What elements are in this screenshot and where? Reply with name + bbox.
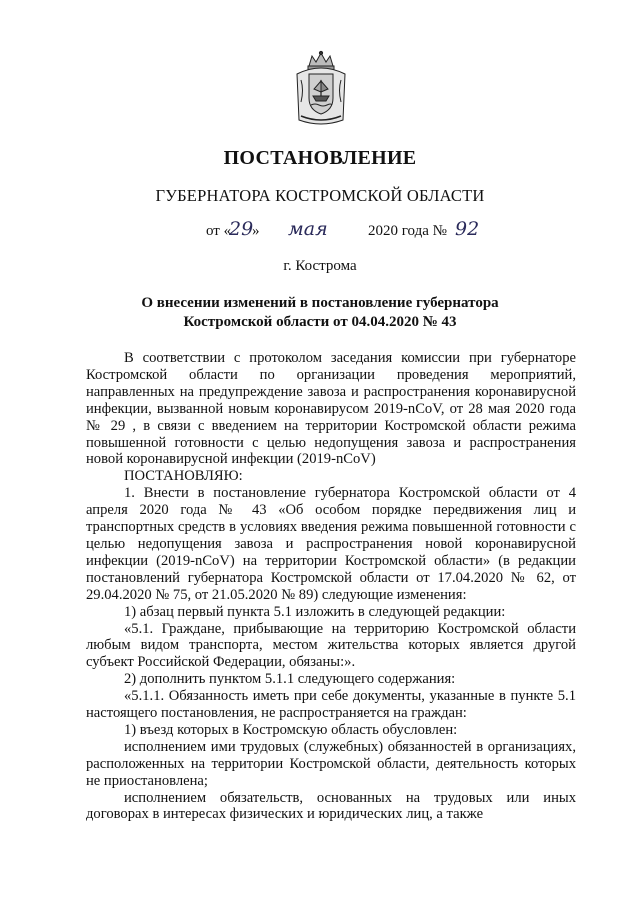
- document-title: ПОСТАНОВЛЕНИЕ: [223, 147, 417, 169]
- date-prefix: от «: [206, 223, 232, 239]
- document-dateline: [0, 220, 640, 250]
- body-paragraph: исполнением ими трудовых (служебных) обязанностей в организациях, расположенных на территории Костромской области, деятельность которых не приостановлена;: [86, 738, 576, 789]
- heading-line-1: О внесении изменений в постановление губернатора: [141, 295, 499, 311]
- body-paragraph: исполнением обязательств, основанных на трудовых или иных договорах в интересах физических и юридических лиц, а также: [86, 789, 576, 823]
- document-city: г. Кострома: [283, 258, 357, 274]
- document-heading: [100, 294, 540, 332]
- date-month-handwritten: мая: [288, 218, 328, 240]
- body-paragraph: В соответствии с протоколом заседания комиссии при губернаторе Костромской области по организации проведения мероприятий, направленных на предупреждение завоза и распространения коронавирусной инфекции, вызванной новым коронавирусом 2019-nCoV, от 28 мая 2020 года № 29 , в связи с введением на территории Костромской области режима повышенной готовности с целью недопущения завоза и распространения новой коронавирусной инфекции (2019-nCoV): [86, 350, 576, 468]
- heading-line-2: Костромской области от 04.04.2020 № 43: [183, 314, 457, 330]
- date-year: 2020 года №: [368, 223, 447, 239]
- body-paragraph: 1) абзац первый пункта 5.1 изложить в следующей редакции:: [124, 603, 506, 620]
- document-subtitle: ГУБЕРНАТОРА КОСТРОМСКОЙ ОБЛАСТИ: [155, 186, 485, 205]
- body-paragraph: 2) дополнить пунктом 5.1.1 следующего содержания:: [124, 671, 456, 688]
- body-paragraph: «5.1.1. Обязанность иметь при себе документы, указанные в пункте 5.1 настоящего постановления, не распространяется на граждан:: [86, 688, 576, 722]
- body-paragraph: ПОСТАНОВЛЯЮ:: [124, 468, 243, 485]
- date-mid: »: [252, 223, 260, 239]
- body-paragraph: «5.1. Граждане, прибывающие на территорию Костромской области любым видом транспорта, местом жительства которых является другой субъект Российской Федерации, обязаны:».: [86, 620, 576, 671]
- body-paragraph: 1. Внести в постановление губернатора Костромской области от 4 апреля 2020 года № 43 «Об особом порядке передвижения лиц и транспортных средств в условиях введения режима повышенной готовности с целью недопущения завоза и распространения новой коронавирусной инфекции (2019-nCoV) на территории Костромской области» (в редакции постановлений губернатора Костромской области от 17.04.2020 № 62, от 29.04.2020 № 75, от 21.05.2020 № 89) следующие изменения:: [86, 485, 576, 603]
- coat-of-arms-icon: [292, 50, 350, 128]
- date-day-handwritten: 29: [229, 218, 254, 240]
- document-body: [86, 350, 576, 823]
- body-paragraph: 1) въезд которых в Костромскую область обусловлен:: [124, 721, 458, 738]
- document-number-handwritten: 92: [455, 218, 480, 240]
